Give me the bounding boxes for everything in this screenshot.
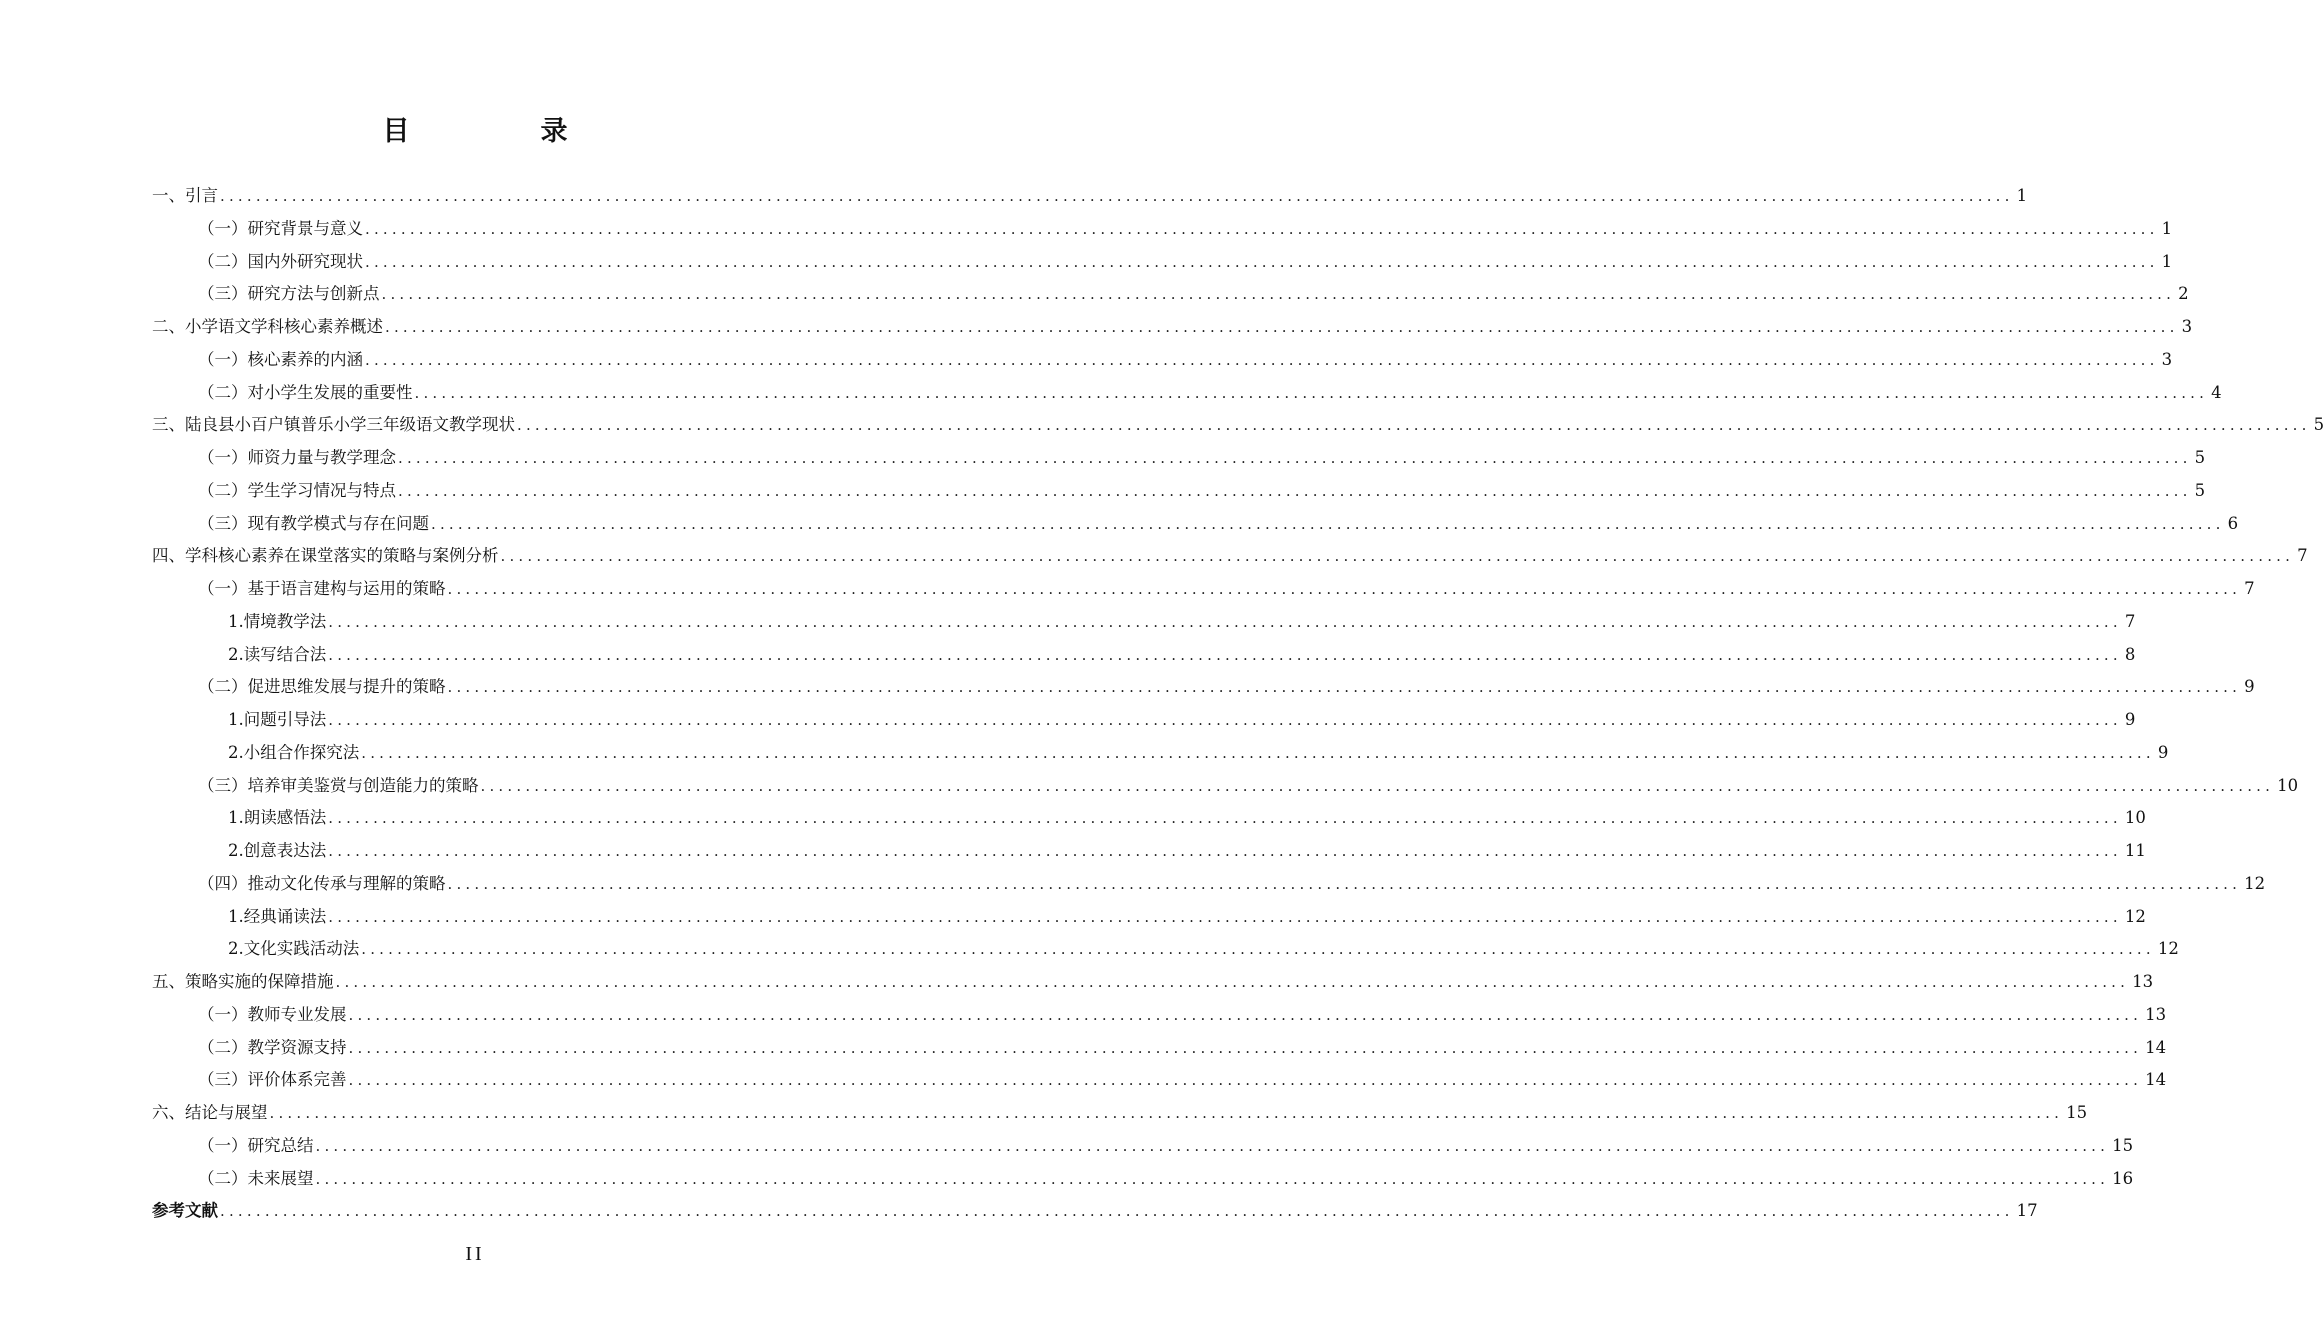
- toc-entry-label: （二）国内外研究现状: [198, 251, 363, 271]
- toc-dot-leader: ........................................................................................................................................................................................................: [447, 874, 2242, 893]
- toc-dot-leader: ........................................................................................................................................................................................................: [348, 1005, 2143, 1024]
- toc-entry-label: 2.小组合作探究法: [228, 742, 360, 762]
- toc-entry[interactable]: [152, 278, 2189, 311]
- toc-entry[interactable]: [152, 213, 2173, 246]
- toc-dot-leader: ........................................................................................................................................................................................................: [381, 285, 2176, 304]
- toc-entry[interactable]: [152, 1064, 2167, 1097]
- toc-entry[interactable]: [152, 999, 2167, 1032]
- toc-entry-page-number: 12: [2244, 873, 2266, 893]
- toc-dot-leader: ........................................................................................................................................................................................................: [328, 809, 2122, 828]
- toc-entry[interactable]: [152, 1097, 2088, 1130]
- toc-entry-label: 五、策略实施的保障措施: [152, 972, 334, 991]
- toc-entry-page-number: 3: [2161, 349, 2173, 369]
- toc-entry[interactable]: [152, 802, 2146, 835]
- toc-dot-leader: ........................................................................................................................................................................................................: [361, 940, 2155, 959]
- toc-entry[interactable]: [152, 966, 2154, 999]
- toc-entry[interactable]: [152, 180, 2028, 213]
- toc-entry-label: 三、陆良县小百户镇普乐小学三年级语文教学现状: [152, 415, 515, 435]
- toc-entry-label: （一）师资力量与教学理念: [198, 448, 396, 467]
- toc-entry-page-number: 8: [2124, 644, 2136, 664]
- toc-entry[interactable]: [152, 933, 2179, 966]
- toc-entry-page-number: 13: [2145, 1004, 2167, 1024]
- toc-entry-page-number: 12: [2124, 906, 2146, 926]
- toc-entry-label: （一）教师专业发展: [198, 1004, 347, 1024]
- toc-entry[interactable]: [152, 1130, 2134, 1163]
- toc-entry[interactable]: [152, 868, 2266, 901]
- toc-entry[interactable]: [152, 737, 2169, 770]
- toc-entry-page-number: 7: [2244, 579, 2255, 598]
- toc-entry-page-number: 7: [2124, 611, 2136, 631]
- toc-entry-page-number: 6: [2227, 513, 2239, 533]
- toc-entry-label: 一、引言: [152, 186, 218, 205]
- toc-entry-page-number: 7: [2297, 546, 2308, 566]
- toc-dot-leader: ........................................................................................................................................................................................................: [385, 318, 2179, 336]
- toc-entry-page-number: 14: [2145, 1070, 2167, 1090]
- toc-dot-leader: ........................................................................................................................................................................................................: [398, 481, 2192, 500]
- toc-entry-label: （二）对小学生发展的重要性: [198, 382, 413, 402]
- toc-entry[interactable]: [152, 344, 2173, 377]
- toc-entry-page-number: 1: [2161, 218, 2173, 238]
- toc-entry[interactable]: [152, 508, 2239, 541]
- toc-entry[interactable]: [152, 704, 2136, 737]
- toc-dot-leader: ........................................................................................................................................................................................................: [335, 973, 2130, 991]
- toc-dot-leader: ........................................................................................................................................................................................................: [361, 743, 2155, 762]
- toc-entry[interactable]: [152, 246, 2173, 279]
- toc-entry-page-number: 4: [2211, 382, 2222, 402]
- toc-dot-leader: ........................................................................................................................................................................................................: [220, 1202, 2014, 1221]
- toc-dot-leader: ........................................................................................................................................................................................................: [220, 187, 2014, 205]
- toc-dot-leader: ........................................................................................................................................................................................................: [500, 547, 2295, 566]
- toc-entry[interactable]: [152, 1032, 2167, 1065]
- toc-entry-label: 二、小学语文学科核心素养概述: [152, 317, 383, 336]
- toc-entry-label: （一）核心素养的内涵: [198, 349, 363, 369]
- toc-dot-leader: ........................................................................................................................................................................................................: [365, 350, 2159, 369]
- toc-entry[interactable]: [152, 377, 2222, 410]
- toc-entry-label: 1.经典诵读法: [228, 906, 327, 926]
- toc-entry-page-number: 14: [2145, 1037, 2167, 1057]
- toc-entry[interactable]: [152, 442, 2206, 475]
- toc-entry[interactable]: [152, 475, 2206, 508]
- page-number-footer: II: [465, 1243, 485, 1265]
- toc-entry-label: 2.文化实践活动法: [228, 939, 360, 959]
- toc-entry[interactable]: [152, 639, 2136, 672]
- toc-entry-page-number: 12: [2157, 939, 2179, 959]
- toc-entry[interactable]: [152, 606, 2136, 639]
- toc-dot-leader: ........................................................................................................................................................................................................: [348, 1071, 2143, 1090]
- toc-entry-label: （一）研究总结: [198, 1135, 314, 1155]
- toc-dot-leader: ........................................................................................................................................................................................................: [315, 1169, 2110, 1188]
- toc-dot-leader: ........................................................................................................................................................................................................: [447, 580, 2242, 598]
- toc-entry-label: 1.问题引导法: [228, 710, 327, 729]
- toc-dot-leader: ........................................................................................................................................................................................................: [365, 252, 2159, 271]
- toc-entry-label: （一）基于语言建构与运用的策略: [198, 579, 446, 598]
- toc-entry[interactable]: [152, 540, 2308, 573]
- toc-entry-page-number: 3: [2181, 317, 2193, 336]
- toc-entry[interactable]: [152, 770, 2299, 803]
- toc-dot-leader: ........................................................................................................................................................................................................: [431, 514, 2225, 533]
- toc-entry-page-number: 17: [2016, 1201, 2038, 1221]
- toc-entry[interactable]: [152, 1163, 2134, 1196]
- toc-dot-leader: ........................................................................................................................................................................................................: [328, 907, 2122, 926]
- toc-entry-page-number: 11: [2124, 841, 2146, 860]
- toc-entry-page-number: 10: [2277, 775, 2299, 795]
- toc-entry[interactable]: [152, 409, 2324, 442]
- toc-entry-label: （二）未来展望: [198, 1168, 314, 1188]
- toc-entry-page-number: 10: [2124, 808, 2146, 828]
- toc-entry-label: （三）评价体系完善: [198, 1070, 347, 1090]
- toc-dot-leader: ........................................................................................................................................................................................................: [328, 711, 2122, 729]
- toc-entry-page-number: 5: [2194, 480, 2206, 500]
- toc-dot-leader: ........................................................................................................................................................................................................: [348, 1038, 2143, 1057]
- toc-entry-label: 2.读写结合法: [228, 644, 327, 664]
- toc-dot-leader: ........................................................................................................................................................................................................: [447, 678, 2242, 697]
- toc-dot-leader: ........................................................................................................................................................................................................: [269, 1104, 2064, 1122]
- toc-entry-label: （四）推动文化传承与理解的策略: [198, 873, 446, 893]
- toc-entry[interactable]: [152, 1195, 2038, 1228]
- toc-entry-page-number: 5: [2313, 415, 2324, 435]
- toc-entry-page-number: 16: [2112, 1168, 2134, 1188]
- toc-entry-label: 1.朗读感悟法: [228, 808, 327, 828]
- toc-entry-page-number: 1: [2161, 251, 2173, 271]
- toc-dot-leader: ........................................................................................................................................................................................................: [315, 1136, 2110, 1155]
- toc-entry-label: （二）学生学习情况与特点: [198, 480, 396, 500]
- toc-dot-leader: ........................................................................................................................................................................................................: [365, 219, 2159, 238]
- toc-entry-label: （二）教学资源支持: [198, 1037, 347, 1057]
- toc-entry-label: （三）培养审美鉴赏与创造能力的策略: [198, 775, 479, 795]
- toc-list: [152, 180, 2324, 1228]
- toc-entry[interactable]: [152, 835, 2146, 868]
- toc-dot-leader: ........................................................................................................................................................................................................: [328, 842, 2122, 860]
- toc-entry-page-number: 15: [2112, 1135, 2134, 1155]
- toc-dot-leader: ........................................................................................................................................................................................................: [414, 383, 2209, 402]
- toc-entry-page-number: 15: [2066, 1103, 2088, 1122]
- toc-dot-leader: ........................................................................................................................................................................................................: [398, 449, 2192, 467]
- toc-entry[interactable]: [152, 573, 2255, 606]
- toc-entry[interactable]: [152, 671, 2255, 704]
- toc-entry-label: 参考文献: [152, 1201, 218, 1221]
- toc-entry-page-number: 2: [2178, 284, 2189, 304]
- toc-entry-page-number: 5: [2194, 448, 2206, 467]
- toc-entry-label: 六、结论与展望: [152, 1103, 268, 1122]
- toc-entry-label: 1.情境教学法: [228, 611, 327, 631]
- toc-entry-label: （三）现有教学模式与存在问题: [198, 513, 429, 533]
- toc-entry[interactable]: [152, 311, 2193, 344]
- toc-entry-page-number: 9: [2244, 677, 2255, 697]
- toc-entry-page-number: 9: [2124, 710, 2136, 729]
- toc-entry-label: 2.创意表达法: [228, 841, 327, 860]
- toc-dot-leader: ........................................................................................................................................................................................................: [328, 612, 2122, 631]
- toc-dot-leader: ........................................................................................................................................................................................................: [517, 416, 2311, 435]
- toc-entry-page-number: 13: [2132, 972, 2154, 991]
- toc-entry-page-number: 9: [2157, 742, 2169, 762]
- toc-entry[interactable]: [152, 901, 2146, 934]
- toc-entry-page-number: 1: [2016, 186, 2028, 205]
- toc-title: 目 录: [382, 116, 620, 147]
- toc-dot-leader: ........................................................................................................................................................................................................: [480, 776, 2275, 795]
- toc-entry-label: （一）研究背景与意义: [198, 218, 363, 238]
- toc-entry-label: （三）研究方法与创新点: [198, 284, 380, 304]
- toc-dot-leader: ........................................................................................................................................................................................................: [328, 645, 2122, 664]
- toc-entry-label: 四、学科核心素养在课堂落实的策略与案例分析: [152, 546, 499, 566]
- toc-entry-label: （二）促进思维发展与提升的策略: [198, 677, 446, 697]
